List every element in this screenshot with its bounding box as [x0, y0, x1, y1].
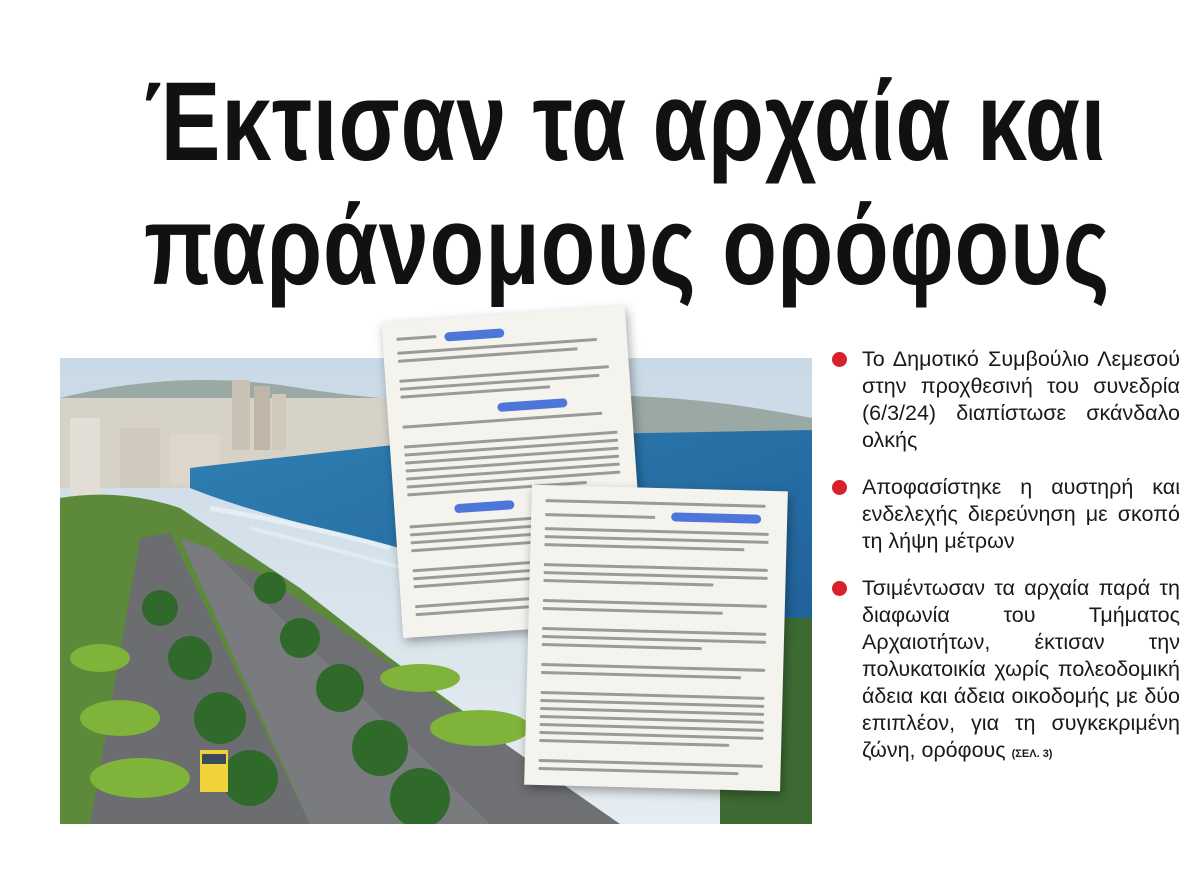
document-page-2 [524, 485, 788, 792]
redaction-mark [454, 500, 514, 513]
redaction-mark [671, 512, 761, 523]
bullet-dot-icon [832, 581, 847, 596]
bullet-item [832, 575, 1180, 768]
bullet-text: Τσιμέντωσαν τα αρχαία παρά τη διαφωνία του Τμήματος Αρχαιοτήτων, έκτισαν την πολυκατοικία χωρίς πολεοδομική άδεια και άδεια οικοδομής με δύο επιπλέον, για τη συγκεκριμένη ζώνη, ορόφους [862, 576, 1180, 762]
bullet-dot-icon [832, 480, 847, 495]
bullet-item [832, 346, 1180, 454]
redaction-mark [497, 398, 567, 412]
redaction-mark [444, 328, 504, 341]
headline [144, 59, 1111, 308]
bullet-dot-icon [832, 352, 847, 367]
page-reference: (ΣΕΛ. 3) [1011, 748, 1053, 760]
headline-line-2: παράνομους ορόφους [144, 183, 1111, 308]
bullet-item [832, 474, 1180, 555]
bullet-list [832, 346, 1180, 788]
headline-line-1: Έκτισαν τα αρχαία και [144, 59, 1107, 184]
bullet-text: Αποφασίστηκε η αυστηρή και ενδελεχής διερεύνηση με σκοπό τη λήψη μέτρων [862, 475, 1180, 553]
bullet-text: Το Δημοτικό Συμβούλιο Λεμεσού στην προχθεσινή του συνεδρία (6/3/24) διαπίστωσε σκάνδαλο ολκής [862, 347, 1180, 452]
